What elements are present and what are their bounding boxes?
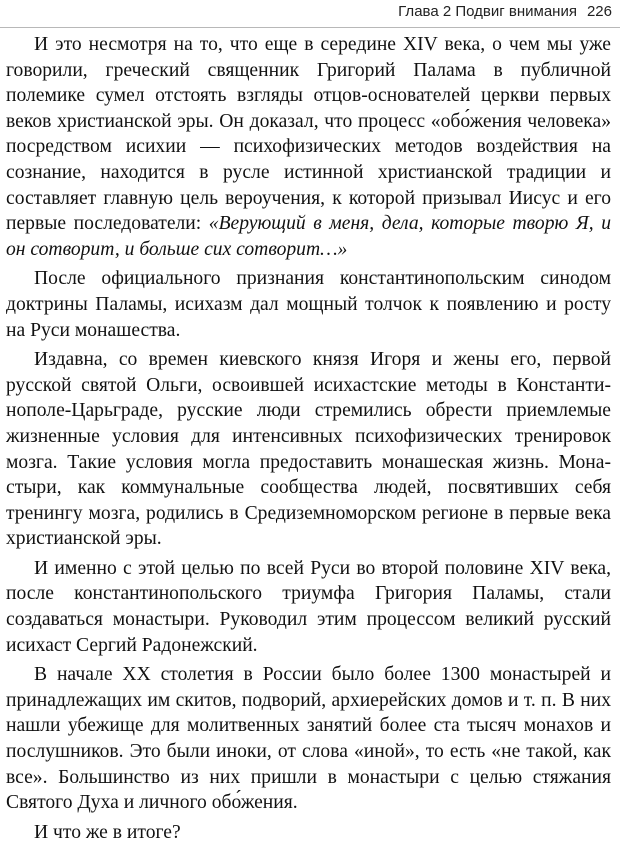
scripture-quote: «Верующий в меня, дела, которые творю Я, и он сотворит, и больше сих сотворит…» [6,213,611,260]
paragraph [6,32,611,262]
paragraph: И что же в итоге? [34,821,181,843]
running-header [398,0,612,24]
paragraph: После официального признания константинопольским синодом доктрины Паламы, исихазм дал мощный толчок к появлению и росту на Руси монашества. [6,268,611,341]
header-divider [0,27,620,28]
chapter-title: Глава 2 Подвиг внимания [398,3,577,20]
body-text [6,32,611,849]
page-number: 226 [586,3,612,20]
paragraph: И именно с этой целью по всей Руси во второй половине XIV века, после константинопольского триумфа Григория Паламы, стали создаваться монастыри. Руководил этим процессом великий русский исихаст Сергий Радонежский. [6,557,611,656]
paragraph: Издавна, со времен киевского князя Игоря и жены его, первой русской святой Ольги, освоившей исихастские методы в Константинополе-Царьграде, русские люди стремились обрести приемлемые жизненные условия для интенсивных психофизических тренировок мозга. Такие условия могла предоставить монашеская жизнь. Монастыри, как коммунальные сообщества людей, посвятивших себя тренингу мозга, родились в Средиземноморском регионе в первые века христианской эры. [6,349,611,550]
paragraph-text: И это несмотря на то, что еще в середине XIV века, о чем мы уже говорили, греческий священник Григорий Палама в публичной полемике сумел отстоять взгляды отцов-основателей церкви первых веков христианской эры. Он доказал, что процесс «обо́жения человека» посредством исихии — психофизических методов воздействия на сознание, находится в русле истинной христианской традиции и составляет главную цель вероучения, к которой призывал Иисус и его первые последователи: [6,34,611,235]
paragraph: В начале XX столетия в России было более 1300 монастырей и принадлежащих им скитов, подворий, архиерейских домов и т. п. В них нашли убежище для молитвенных занятий более ста тысяч монахов и послушников. Это были иноки, от слова «иной», то есть «не такой, как все». Большинство из них пришли в монастыри с целью стяжания Святого Духа и личного обо́жения. [6,664,611,814]
